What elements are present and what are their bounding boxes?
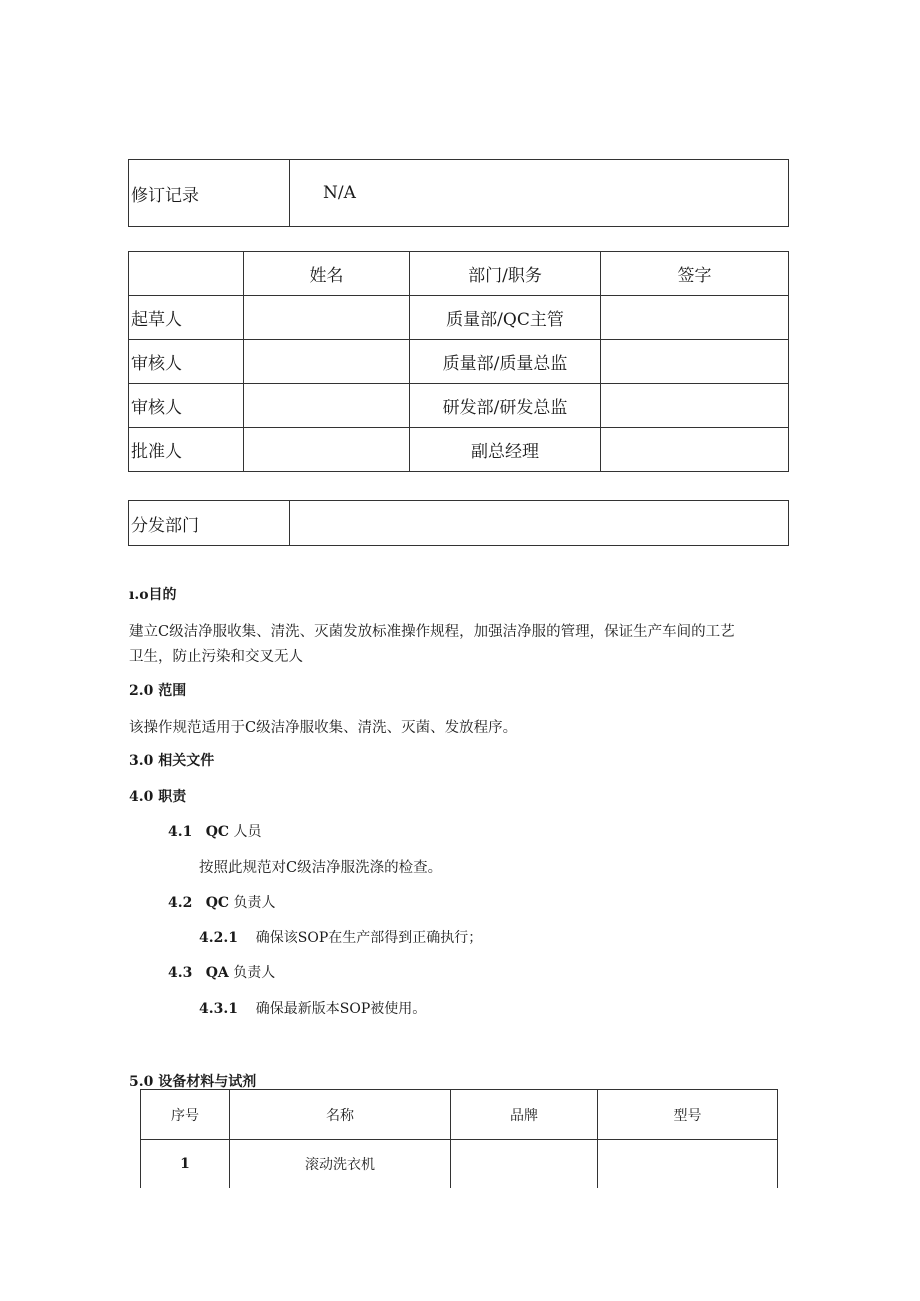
distribution-value: [290, 501, 789, 546]
section-5-heading: [129, 1071, 256, 1091]
section-2-heading: [129, 680, 186, 700]
subsection-code: QC: [205, 824, 230, 840]
signoff-signature: [601, 384, 789, 428]
signoff-row: [129, 340, 789, 384]
subsection-number: 4.2.1: [199, 930, 238, 946]
subsection-text: 确保最新版本SOP被使用。: [255, 1001, 427, 1017]
signoff-signature: [601, 340, 789, 384]
signoff-name: [244, 296, 410, 340]
subsection-code: QA: [205, 965, 229, 981]
distribution-table: [128, 500, 789, 546]
signoff-role: 审核人: [129, 384, 244, 428]
section-4-1-heading: [168, 821, 262, 841]
subsection-number: 4.1: [168, 824, 193, 840]
section-number: 4.0: [129, 789, 154, 805]
revision-label: 修订记录: [129, 160, 290, 227]
revision-value: N/A: [290, 160, 789, 227]
section-1-body-line-1: 建立C级洁净服收集、清洗、灭菌发放标准操作规程，加强洁净服的管理，保证生产车间的工艺: [129, 624, 735, 640]
equipment-header-name: 名称: [230, 1090, 451, 1140]
section-title: 范围: [158, 683, 187, 699]
signoff-header-dept: 部门/职务: [410, 252, 601, 296]
equipment-no: 1: [141, 1140, 230, 1189]
subsection-title: 负责人: [233, 965, 276, 981]
signoff-signature: [601, 428, 789, 472]
equipment-model: [598, 1140, 778, 1189]
distribution-label: 分发部门: [129, 501, 290, 546]
equipment-header-no: 序号: [141, 1090, 230, 1140]
signoff-dept: 研发部/研发总监: [410, 384, 601, 428]
equipment-header-row: [141, 1090, 778, 1140]
subsection-text: 确保该SOP在生产部得到正确执行；: [255, 930, 483, 946]
section-number: 2.0: [129, 683, 154, 699]
section-4-2-heading: [168, 892, 276, 912]
signoff-dept: 质量部/质量总监: [410, 340, 601, 384]
subsection-code: QC: [205, 895, 230, 911]
signoff-header-row: [129, 252, 789, 296]
section-4-1-body: 按照此规范对C级洁净服洗涤的检查。: [199, 860, 443, 876]
signoff-row: [129, 428, 789, 472]
signoff-role: 起草人: [129, 296, 244, 340]
section-number: 5.0: [129, 1074, 154, 1090]
signoff-name: [244, 384, 410, 428]
signoff-header-signature: 签字: [601, 252, 789, 296]
signoff-dept: 质量部/QC主管: [410, 296, 601, 340]
section-title: 职责: [158, 789, 187, 805]
equipment-brand: [451, 1140, 598, 1189]
signoff-table: [128, 251, 789, 472]
revision-table: [128, 159, 789, 227]
signoff-role: 批准人: [129, 428, 244, 472]
signoff-row: [129, 384, 789, 428]
section-4-3-heading: [168, 962, 275, 982]
section-4-2-1: [199, 927, 482, 947]
subsection-title: 负责人: [233, 895, 276, 911]
section-number: 3.0: [129, 753, 154, 769]
equipment-table: [140, 1089, 778, 1188]
equipment-row: [141, 1140, 778, 1189]
section-title: 设备材料与试剂: [158, 1074, 257, 1090]
signoff-name: [244, 340, 410, 384]
signoff-signature: [601, 296, 789, 340]
section-title: 相关文件: [158, 753, 215, 769]
signoff-role: 审核人: [129, 340, 244, 384]
subsection-number: 4.2: [168, 895, 193, 911]
section-3-heading: [129, 750, 214, 770]
section-1-heading: [129, 584, 177, 604]
section-1-body-line-2: 卫生，防止污染和交叉无人: [129, 649, 303, 665]
subsection-title: 人员: [233, 824, 262, 840]
signoff-name: [244, 428, 410, 472]
subsection-number: 4.3.1: [199, 1001, 238, 1017]
signoff-row: [129, 296, 789, 340]
section-2-body: 该操作规范适用于C级洁净服收集、清洗、灭菌、发放程序。: [129, 720, 518, 736]
signoff-header-blank: [129, 252, 244, 296]
signoff-header-name: 姓名: [244, 252, 410, 296]
equipment-header-model: 型号: [598, 1090, 778, 1140]
signoff-dept: 副总经理: [410, 428, 601, 472]
equipment-name: 滚动洗衣机: [230, 1140, 451, 1189]
section-4-heading: [129, 786, 186, 806]
section-4-3-1: [199, 998, 426, 1018]
section-title: 目的: [148, 587, 177, 603]
equipment-header-brand: 品牌: [451, 1090, 598, 1140]
subsection-number: 4.3: [168, 965, 193, 981]
section-number: ı.o: [129, 587, 149, 603]
